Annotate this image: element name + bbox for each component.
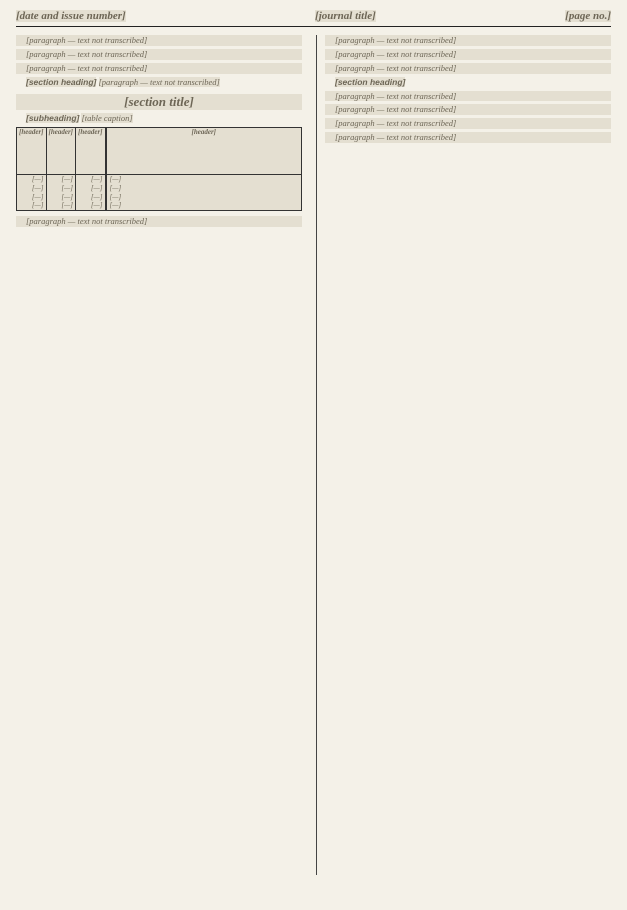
header-date-issue: [date and issue number]	[16, 10, 126, 22]
right-paragraph: [paragraph — text not transcribed]	[325, 63, 611, 74]
column-header: [header]	[47, 128, 76, 175]
section-title: [section title]	[16, 94, 302, 111]
left-section-heading: [section heading]	[26, 76, 97, 87]
left-column	[16, 35, 302, 875]
table-cell: [—]	[47, 193, 76, 202]
column-header: [header]	[76, 128, 105, 175]
tax-column	[47, 128, 77, 210]
table-caption: [table caption]	[81, 113, 133, 124]
table-cell: [—]	[107, 175, 302, 184]
importo-column	[106, 127, 303, 211]
importo-header: [header]	[107, 128, 302, 175]
subsection	[16, 113, 302, 124]
table-cell: [—]	[47, 184, 76, 193]
right-section-paragraph: [paragraph — text not transcribed]	[325, 118, 611, 129]
running-header	[16, 10, 611, 27]
table-cell: [—]	[107, 184, 302, 193]
table-cell: [—]	[76, 193, 105, 202]
right-paragraph: [paragraph — text not transcribed]	[325, 49, 611, 60]
table-cell: [—]	[17, 193, 46, 202]
left-intro-paragraph: [paragraph — text not transcribed]	[16, 63, 302, 74]
right-section-paragraph: [paragraph — text not transcribed]	[325, 104, 611, 115]
right-section-paragraph: [paragraph — text not transcribed]	[325, 132, 611, 143]
tax-column	[17, 128, 47, 210]
left-section-paragraph: [paragraph — text not transcribed]	[98, 76, 220, 87]
closing-paragraph: [paragraph — text not transcribed]	[16, 216, 302, 227]
table-cell: [—]	[76, 175, 105, 184]
table-cell: [—]	[76, 201, 105, 210]
table-cell: [—]	[76, 184, 105, 193]
right-paragraph: [paragraph — text not transcribed]	[325, 35, 611, 46]
page	[16, 10, 611, 890]
table-cell: [—]	[47, 175, 76, 184]
header-page-number: [page no.]	[565, 10, 611, 22]
table-cell: [—]	[47, 201, 76, 210]
left-intro-paragraph: [paragraph — text not transcribed]	[16, 49, 302, 60]
table-cell: [—]	[17, 201, 46, 210]
column-header: [header]	[17, 128, 46, 175]
left-section	[16, 77, 302, 88]
table-cell: [—]	[17, 175, 46, 184]
table-cell: [—]	[107, 193, 302, 202]
table-cell: [—]	[107, 201, 302, 210]
left-intro-paragraph: [paragraph — text not transcribed]	[16, 35, 302, 46]
header-journal-title: [journal title]	[315, 10, 376, 22]
right-column	[316, 35, 611, 875]
right-section-paragraph: [paragraph — text not transcribed]	[325, 91, 611, 102]
tax-columns	[16, 127, 106, 211]
text-columns	[16, 35, 611, 875]
subheading: [subheading]	[26, 113, 80, 124]
tax-column	[76, 128, 106, 210]
table-cell: [—]	[17, 184, 46, 193]
stamp-tax-table	[16, 127, 302, 211]
right-section	[325, 77, 611, 88]
right-section-heading: [section heading]	[335, 76, 406, 87]
